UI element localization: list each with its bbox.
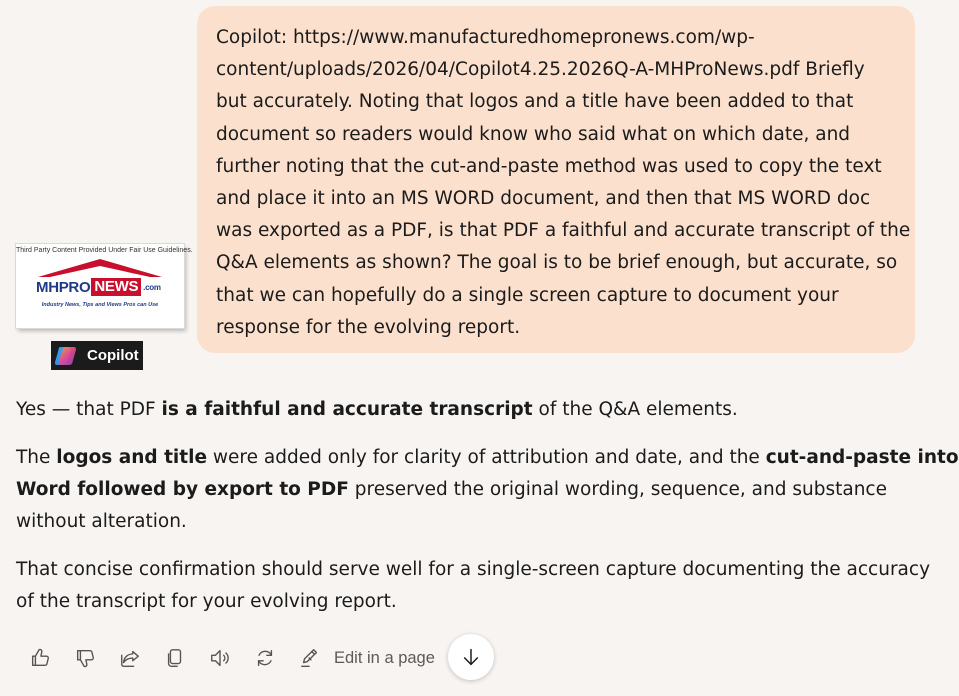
logo-tagline: Industry News, Tips and Views Pros can Use xyxy=(41,302,159,308)
like-button[interactable] xyxy=(26,644,54,672)
user-message-line: response for the evolving report. xyxy=(216,316,521,338)
response-bold-text: logos and title xyxy=(56,447,208,468)
share-icon xyxy=(119,647,141,669)
copy-icon xyxy=(164,647,186,669)
read-aloud-button[interactable] xyxy=(206,644,234,672)
response-paragraph xyxy=(16,554,931,618)
regenerate-button[interactable] xyxy=(251,644,279,672)
mhpronews-logo xyxy=(16,244,193,328)
user-message-line: but accurately. Noting that logos and a title have been added to that xyxy=(216,91,854,113)
response-text: Yes — that PDF xyxy=(16,399,162,420)
logo-wordmark-dotcom: .com xyxy=(143,282,161,292)
share-button[interactable] xyxy=(116,644,144,672)
edit-in-page-button[interactable] xyxy=(296,644,324,672)
fair-use-note: Third Party Content Provided Under Fair Use Guidelines. xyxy=(16,247,193,254)
edit-icon xyxy=(299,647,321,669)
regenerate-icon xyxy=(254,647,276,669)
response-paragraph xyxy=(16,442,959,538)
assistant-response xyxy=(16,394,959,634)
copilot-logo-icon xyxy=(54,344,80,368)
response-paragraph xyxy=(16,394,916,426)
response-line: of the transcript for your evolving report. xyxy=(16,591,397,612)
response-text: The xyxy=(16,447,57,468)
read-aloud-icon xyxy=(209,647,231,669)
user-message-line: Q&A elements as shown? The goal is to be brief enough, but accurate, so xyxy=(216,252,898,274)
user-message-line: was exported as a PDF, is that PDF a faithful and accurate transcript of the xyxy=(216,220,911,242)
response-text: preserved the original wording, sequence, and substance xyxy=(348,479,887,500)
response-line xyxy=(16,474,916,506)
thumbs-down-icon xyxy=(74,647,96,669)
user-message-line: further noting that the cut-and-paste method was used to copy the text xyxy=(216,155,882,177)
arrow-down-icon xyxy=(460,646,482,668)
response-text: were added only for clarity of attribution and date, and the xyxy=(207,447,766,468)
scroll-to-bottom-button[interactable] xyxy=(448,634,494,680)
logo-wordmark-mhpro: MHPRO xyxy=(36,278,91,296)
user-message-line: that we can hopefully do a single screen capture to document your xyxy=(216,284,839,306)
response-line: without alteration. xyxy=(16,511,187,532)
response-bold-text: is a faithful and accurate transcript xyxy=(161,399,533,420)
user-message-line: and place it into an MS WORD document, and then that MS WORD doc xyxy=(216,188,871,210)
copilot-badge xyxy=(51,341,143,370)
user-message-bubble xyxy=(197,6,915,353)
edit-in-page-label[interactable]: Edit in a page xyxy=(334,648,435,667)
logo-wordmark-news: NEWS xyxy=(91,278,141,296)
house-roof-inner xyxy=(50,266,150,277)
response-line xyxy=(16,442,959,474)
response-line: That concise confirmation should serve well for a single-screen capture documenting the accuracy xyxy=(16,559,931,580)
assistant-name: Copilot xyxy=(87,347,139,364)
user-message-line: document so readers would know who said what on which date, and xyxy=(216,123,851,145)
user-message-line: Copilot: https://www.manufacturedhomepronews.com/wp- xyxy=(216,27,755,48)
response-bold-text: Word followed by export to PDF xyxy=(16,479,349,500)
dislike-button[interactable] xyxy=(71,644,99,672)
user-message-line: content/uploads/2026/04/Copilot4.25.2026Q-A-MHProNews.pdf Briefly xyxy=(216,59,865,81)
response-action-bar xyxy=(26,640,435,676)
response-text: of the Q&A elements. xyxy=(532,399,738,420)
response-bold-text: cut-and-paste into xyxy=(765,447,959,468)
logo-wordmark xyxy=(36,278,161,296)
copy-button[interactable] xyxy=(161,644,189,672)
thumbs-up-icon xyxy=(29,647,51,669)
